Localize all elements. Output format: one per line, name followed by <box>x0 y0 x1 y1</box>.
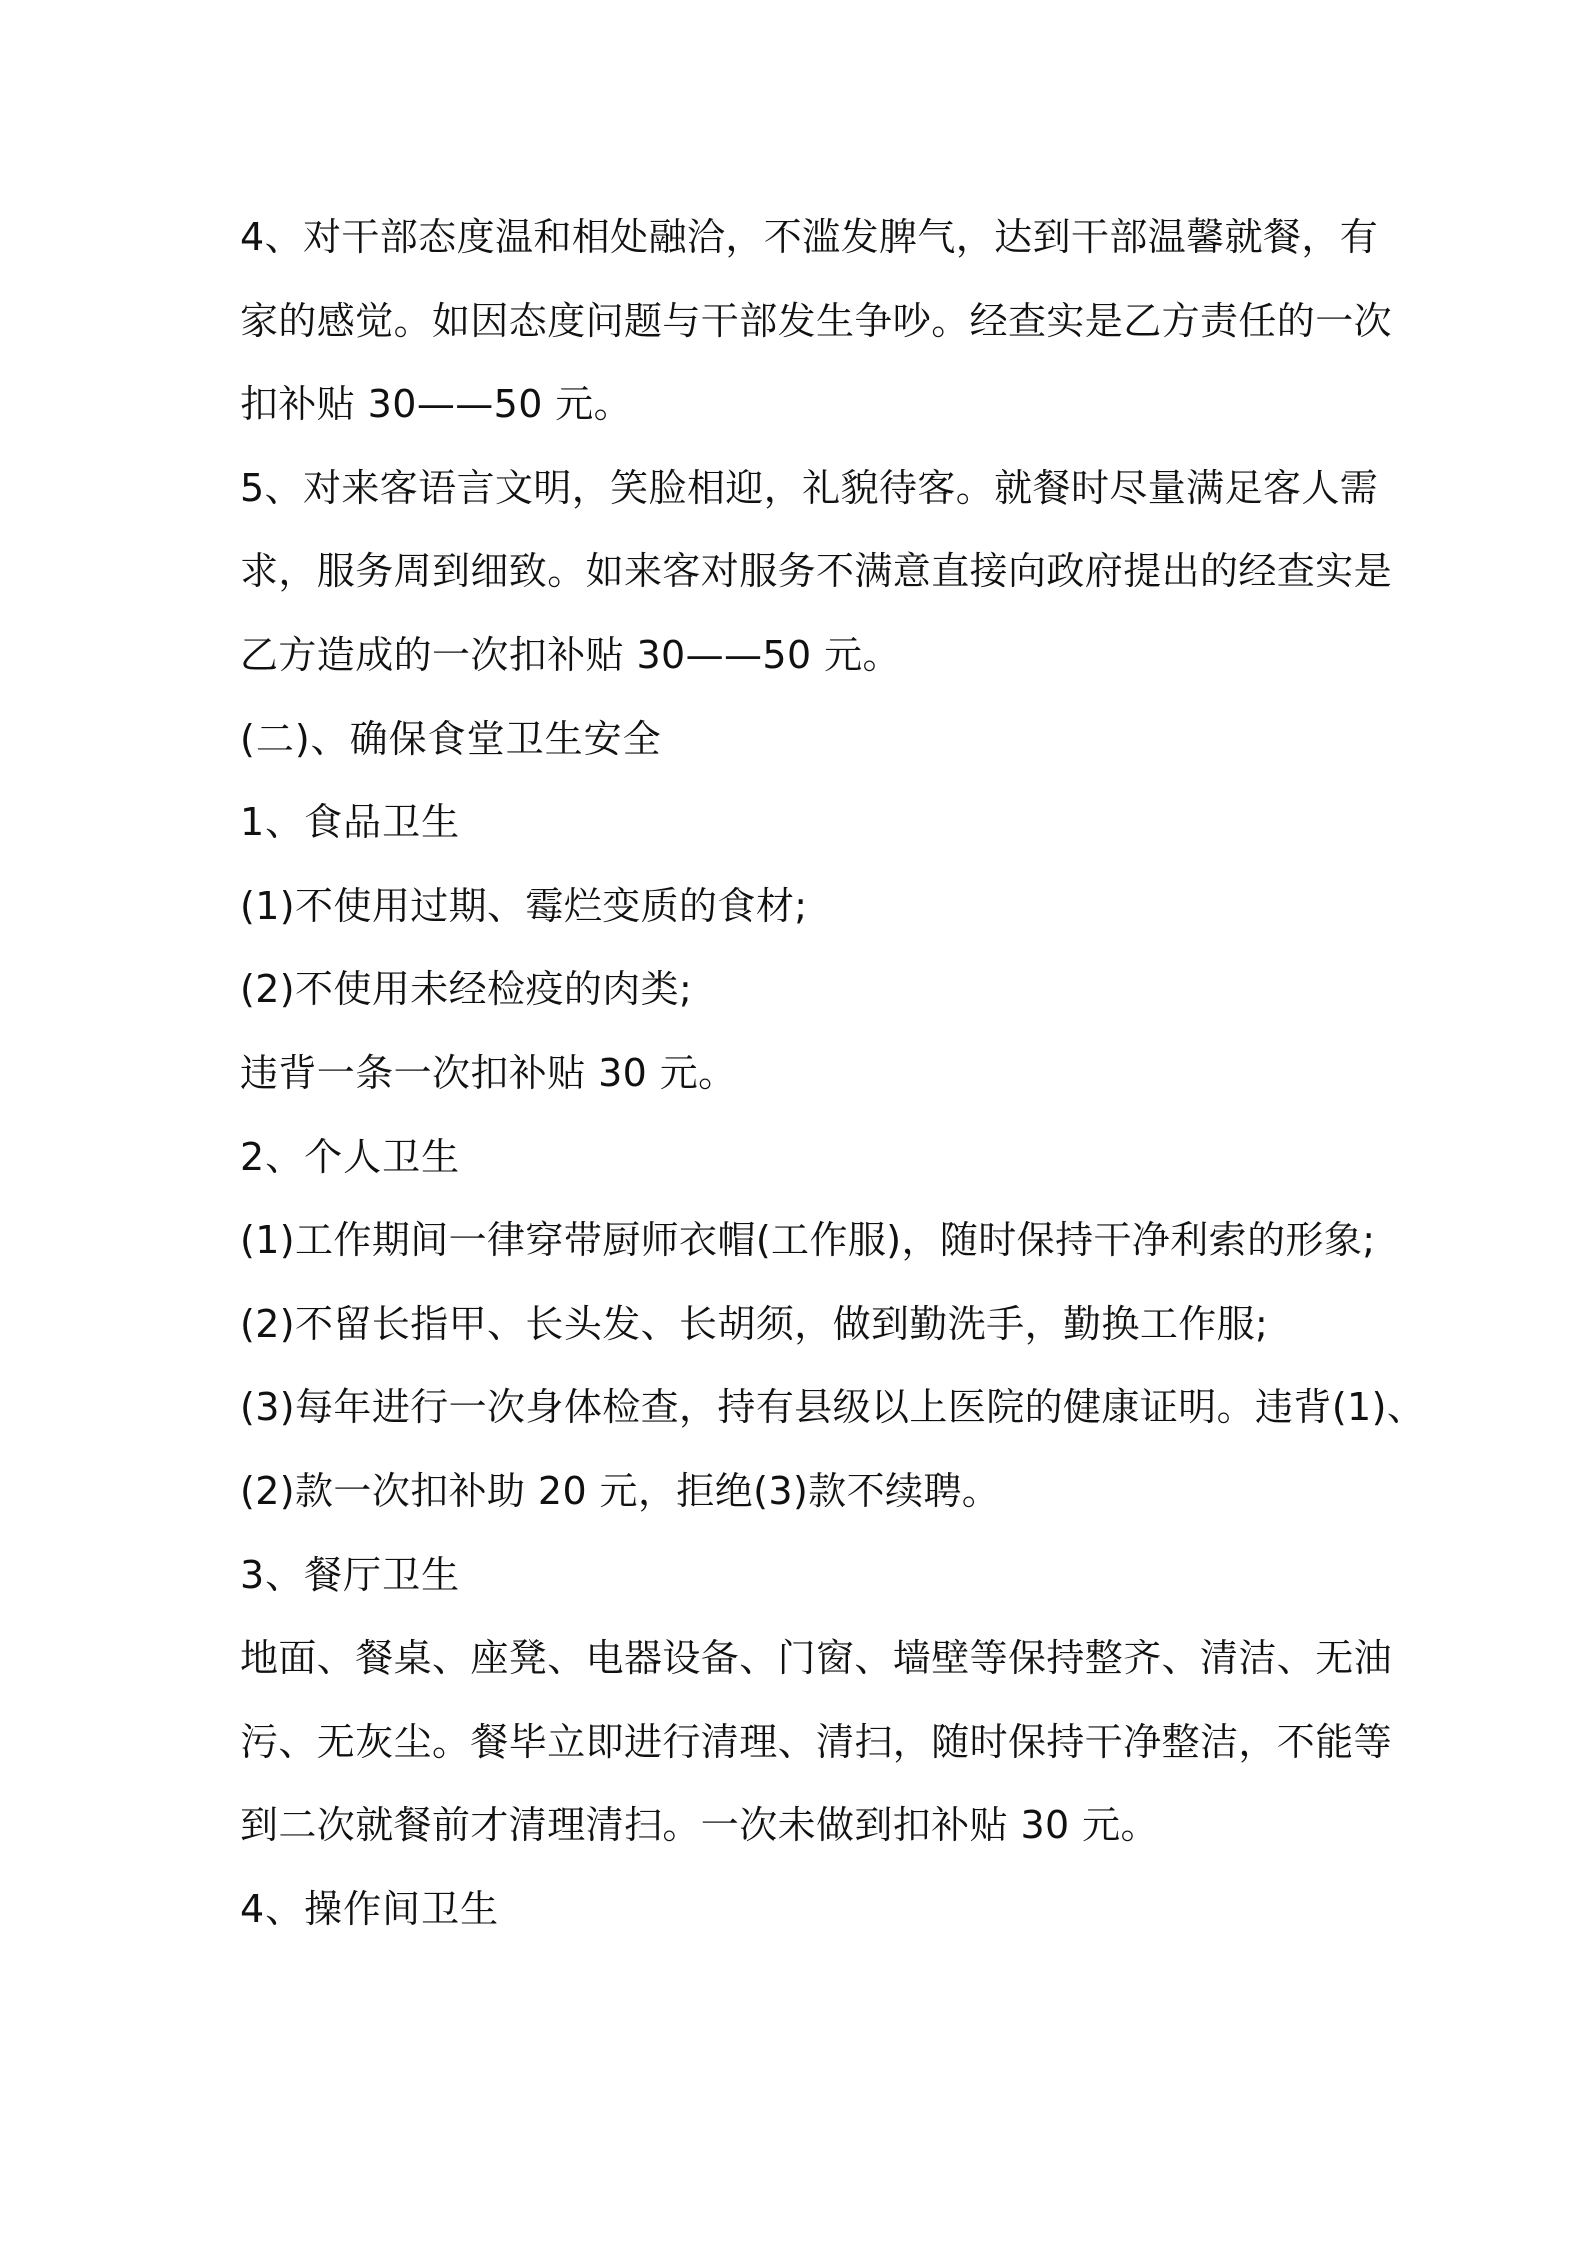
subheading-personal-hygiene: 2、个人卫生 <box>240 1134 461 1179</box>
personal-hygiene-item-3: (3)每年进行一次身体检查，持有县级以上医院的健康证明。违背(1)、 <box>240 1385 1426 1430</box>
paragraph-5-line-1: 5、对来客语言文明，笑脸相迎，礼貌待客。就餐时尽量满足客人需 <box>240 465 1379 510</box>
paragraph-4-line-2: 家的感觉。如因态度问题与干部发生争吵。经查实是乙方责任的一次 <box>240 298 1393 343</box>
dining-hall-line-3: 到二次就餐前才清理清扫。一次未做到扣补贴 30 元。 <box>240 1803 1159 1848</box>
personal-hygiene-item-2: (2)不留长指甲、长头发、长胡须，做到勤洗手，勤换工作服; <box>240 1301 1269 1346</box>
subheading-dining-hall-hygiene: 3、餐厅卫生 <box>240 1552 461 1597</box>
paragraph-5-line-3: 乙方造成的一次扣补贴 30——50 元。 <box>240 632 901 677</box>
dining-hall-line-2: 污、无灰尘。餐毕立即进行清理、清扫，随时保持干净整洁，不能等 <box>240 1719 1393 1764</box>
subheading-kitchen-hygiene: 4、操作间卫生 <box>240 1886 500 1931</box>
subheading-food-hygiene: 1、食品卫生 <box>240 800 461 845</box>
dining-hall-line-1: 地面、餐桌、座凳、电器设备、门窗、墙壁等保持整齐、清洁、无油 <box>240 1636 1393 1681</box>
paragraph-4-line-1: 4、对干部态度温和相处融洽，不滥发脾气，达到干部温馨就餐，有 <box>240 215 1379 259</box>
personal-hygiene-penalty: (2)款一次扣补助 20 元，拒绝(3)款不续聘。 <box>240 1468 1001 1513</box>
food-hygiene-penalty: 违背一条一次扣补贴 30 元。 <box>240 1050 737 1095</box>
paragraph-5-line-2: 求，服务周到细致。如来客对服务不满意直接向政府提出的经查实是 <box>240 549 1393 594</box>
paragraph-4-line-3: 扣补贴 30——50 元。 <box>240 382 633 427</box>
document-body <box>240 196 1426 1951</box>
food-hygiene-item-2: (2)不使用未经检疫的肉类; <box>240 967 693 1012</box>
personal-hygiene-item-1: (1)工作期间一律穿带厨师衣帽(工作服)，随时保持干净利索的形象; <box>240 1218 1376 1263</box>
section-heading-hygiene-safety: (二)、确保食堂卫生安全 <box>240 716 662 761</box>
food-hygiene-item-1: (1)不使用过期、霉烂变质的食材; <box>240 883 808 928</box>
